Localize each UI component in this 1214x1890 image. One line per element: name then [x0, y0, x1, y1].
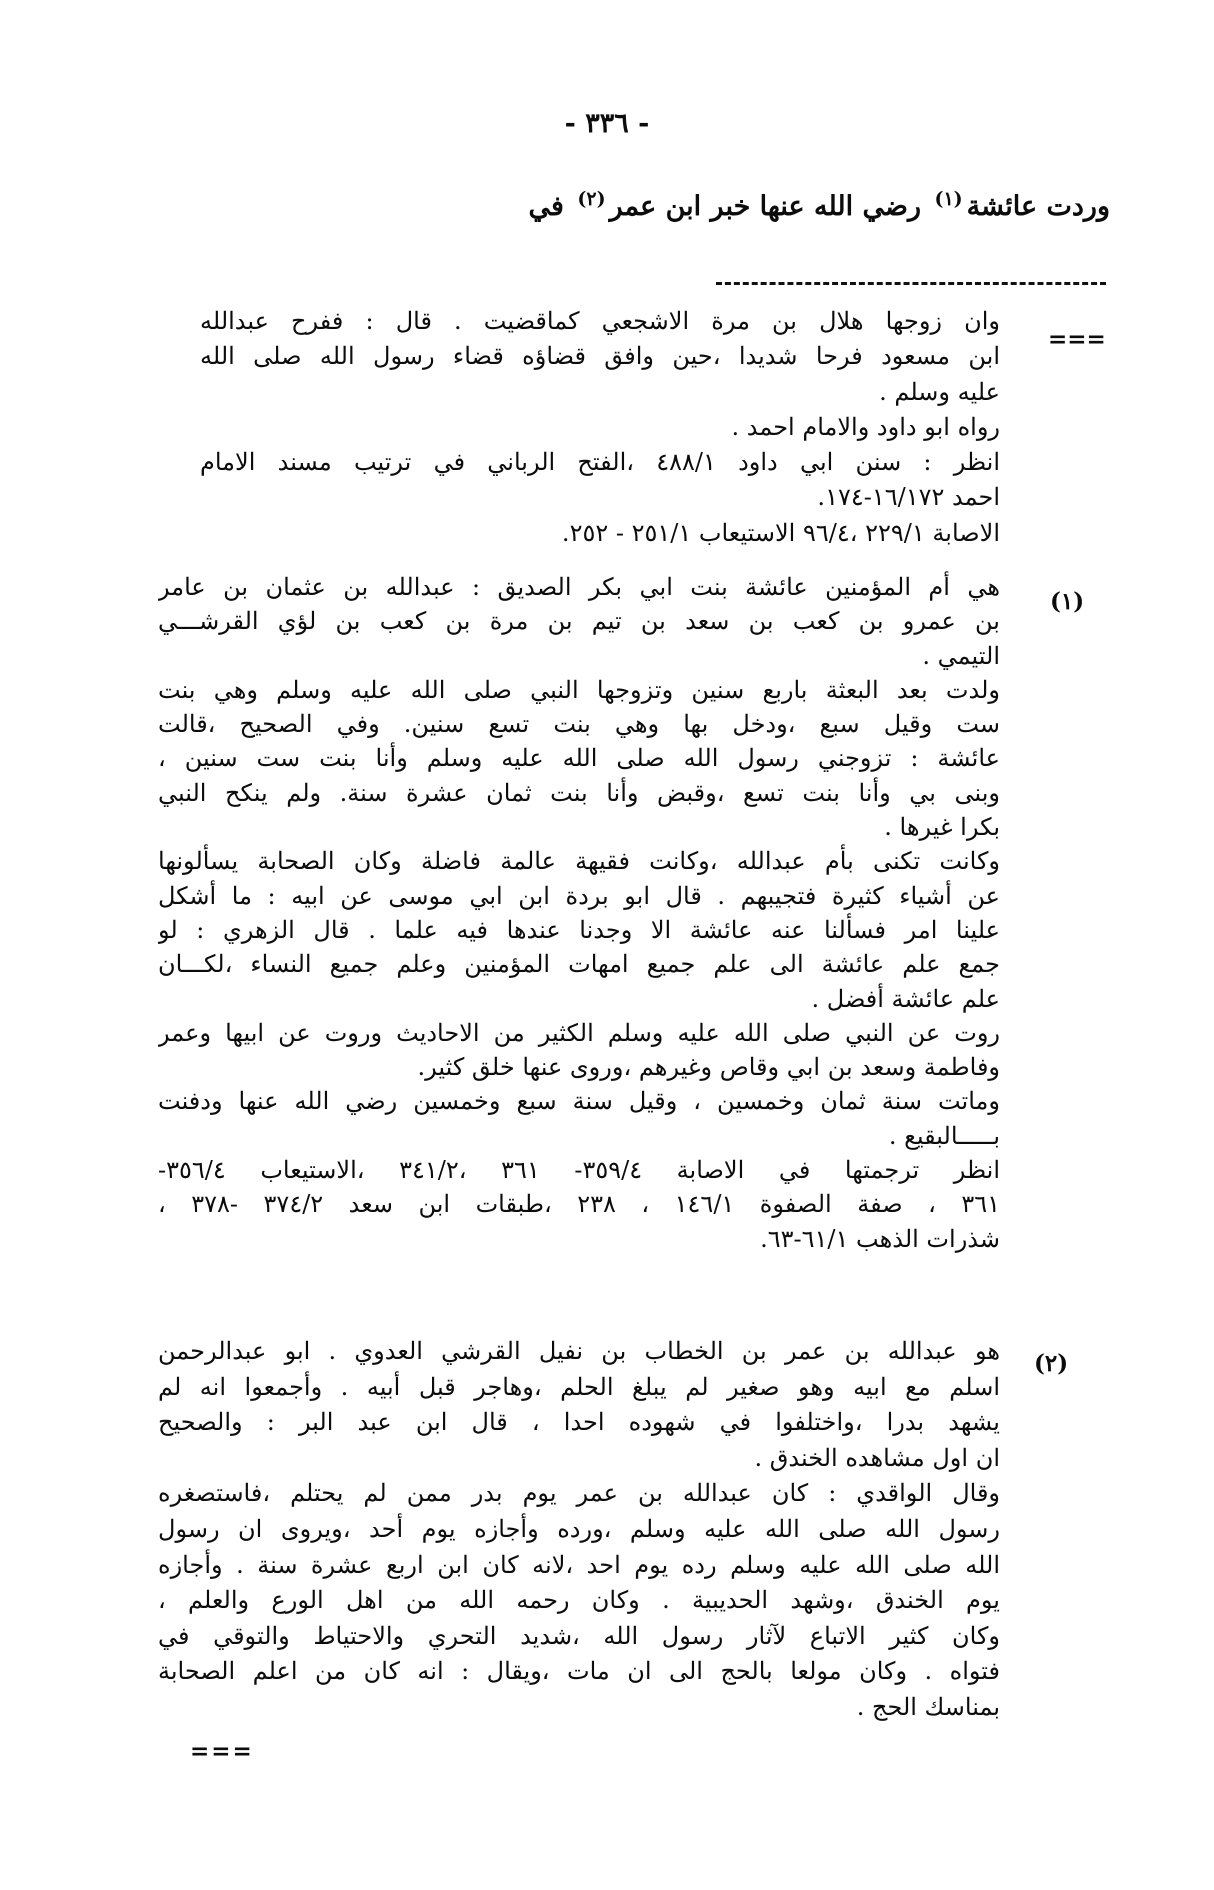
text-line: اسلم مع ابيه وهو صغير لم يبلغ الحلم ،وهاجر قبل أبيه . وأجمعوا انه لم [158, 1372, 1000, 1401]
footnote-2-marker: (٢) [1034, 1350, 1069, 1377]
text-line: بن عمرو بن كعب بن سعد بن تيم بن مرة بن كعب بن لؤي القرشـــي [158, 607, 1000, 636]
footnote-ref-2: (٢) [577, 188, 606, 210]
heading-line [529, 188, 1110, 222]
text-line: التيمي . [922, 641, 1000, 670]
continued-footnote [200, 304, 1000, 551]
end-marker: === [190, 1738, 254, 1765]
text-line: شذرات الذهب ٦١/١-٦٣. [760, 1224, 1000, 1253]
text-line: هي أم المؤمنين عائشة بنت ابي بكر الصديق : عبدالله بن عثمان بن عامر [158, 573, 1000, 601]
text-line: رواه ابو داود والامام احمد . [731, 412, 1000, 441]
text-line: جمع علم عائشة الى علم جميع امهات المؤمنين وعلم جميع النساء ،لكـــان [158, 950, 1000, 979]
text-line: رسول الله صلى الله عليه وسلم ،ورده وأجازه يوم أحد ،ويروى ان رسول [158, 1514, 1000, 1543]
text-line: انظر : سنن ابي داود ٤٨٨/١ ،الفتح الرباني في ترتيب مسند الامام [200, 448, 1000, 477]
text-line: يشهد بدرا ،واختلفوا في شهوده احدا ، قال ابن عبد البر : والصحيح [158, 1408, 1000, 1437]
text-line: الاصابة ٢٢٩/١ ،٩٦/٤ الاستيعاب ٢٥١/١ - ٢٥٢. [561, 518, 1000, 547]
footnote-1-marker: (١) [1050, 588, 1085, 615]
text-line: علم عائشة أفضل . [811, 984, 1000, 1013]
heading-text-2: رضي الله عنها خبر ابن عمر [609, 191, 922, 222]
text-line: وماتت سنة ثمان وخمسين ، وقيل سنة سبع وخمسين رضي الله عنها ودفنت [158, 1087, 1000, 1116]
text-line: عن أشياء كثيرة فتجيبهم . قال ابو بردة ابن ابي موسى عن ابيه : ما أشكل [158, 881, 1000, 910]
text-line: وفاطمة وسعد بن ابي وقاص وغيرهم ،وروى عنها خلق كثير. [417, 1053, 1000, 1082]
text-line: بكرا غيرها . [884, 813, 1000, 842]
text-line: ست وقيل سبع ،ودخل بها وهي بنت تسع سنين. وفي الصحيح ،قالت [158, 710, 1000, 739]
text-line: عليه وسلم . [879, 377, 1000, 406]
text-line: ابن مسعود فرحا شديدا ،حين وافق قضاؤه قضاء رسول الله صلى الله [200, 342, 1000, 371]
heading-text-1: وردت عائشة [966, 191, 1110, 222]
text-line: ٣٦١ ، صفة الصفوة ١٤٦/١ ، ٢٣٨ ،طبقات ابن سعد ٣٧٤/٢ -٣٧٨ ، [158, 1190, 1000, 1219]
text-line: وان زوجها هلال بن مرة الاشجعي كماقضيت . قال : ففرح عبدالله [200, 307, 1000, 335]
text-line: انظر ترجمتها في الاصابة ٣٥٩/٤- ٣٦١ ،٣٤١/٢ ،الاستيعاب ٣٥٦/٤- [158, 1156, 1000, 1185]
text-line: وكان كثير الاتباع لآثار رسول الله ،شديد التحري والاحتياط والتوقي في [158, 1621, 1000, 1650]
text-line: عائشة : تزوجني رسول الله صلى الله عليه وسلم وأنا بنت ست سنين ، [158, 744, 1000, 773]
text-line: وبنى بي وأنا بنت تسع ،وقبض وأنا بنت ثمان عشرة سنة. ولم ينكح النبي [158, 778, 1000, 807]
text-line: هو عبدالله بن عمر بن الخطاب بن نفيل القرشي العدوي . ابو عبدالرحمن [158, 1337, 1000, 1365]
text-line: يوم الخندق ،وشهد الحديبية . وكان رحمه الله من اهل الورع والعلم ، [158, 1586, 1000, 1615]
dashed-separator [716, 282, 1106, 285]
footnote-2 [158, 1334, 1000, 1726]
heading-text-3: في [528, 191, 564, 222]
text-line: وقال الواقدي : كان عبدالله بن عمر يوم بدر ممن لم يحتلم ،فاستصغره [158, 1479, 1000, 1508]
text-line: ان اول مشاهده الخندق . [754, 1443, 1000, 1472]
text-line: الله صلى الله عليه وسلم رده يوم احد ،لانه كان ابن اربع عشرة سنة . وأجازه [158, 1550, 1000, 1579]
text-line: وكانت تكنى بأم عبدالله ،وكانت فقيهة عالمة فاضلة وكان الصحابة يسألونها [158, 847, 1000, 876]
footnote-ref-1: (١) [934, 188, 963, 210]
text-line: احمد ١٦/١٧٢-١٧٤. [817, 483, 1000, 512]
continuation-marker: === [1048, 326, 1106, 353]
text-line: ولدت بعد البعثة باربع سنين وتزوجها النبي صلى الله عليه وسلم وهي بنت [158, 675, 1000, 704]
text-line: روت عن النبي صلى الله عليه وسلم الكثير من الاحاديث وروت عن ابيها وعمر [158, 1018, 1000, 1047]
text-line: بـــــالبقيع . [888, 1121, 1000, 1150]
page-number: - ٣٣٦ - [564, 108, 650, 139]
footnote-1 [158, 570, 1000, 1256]
text-line: علينا امر فسألنا عنه عائشة الا وجدنا عندها فيه علما . قال الزهري : لو [158, 915, 1000, 944]
text-line: فتواه . وكان مولعا بالحج الى ان مات ،ويقال : انه كان من اعلم الصحابة [158, 1657, 1000, 1686]
text-line: بمناسك الحج . [856, 1692, 1000, 1721]
